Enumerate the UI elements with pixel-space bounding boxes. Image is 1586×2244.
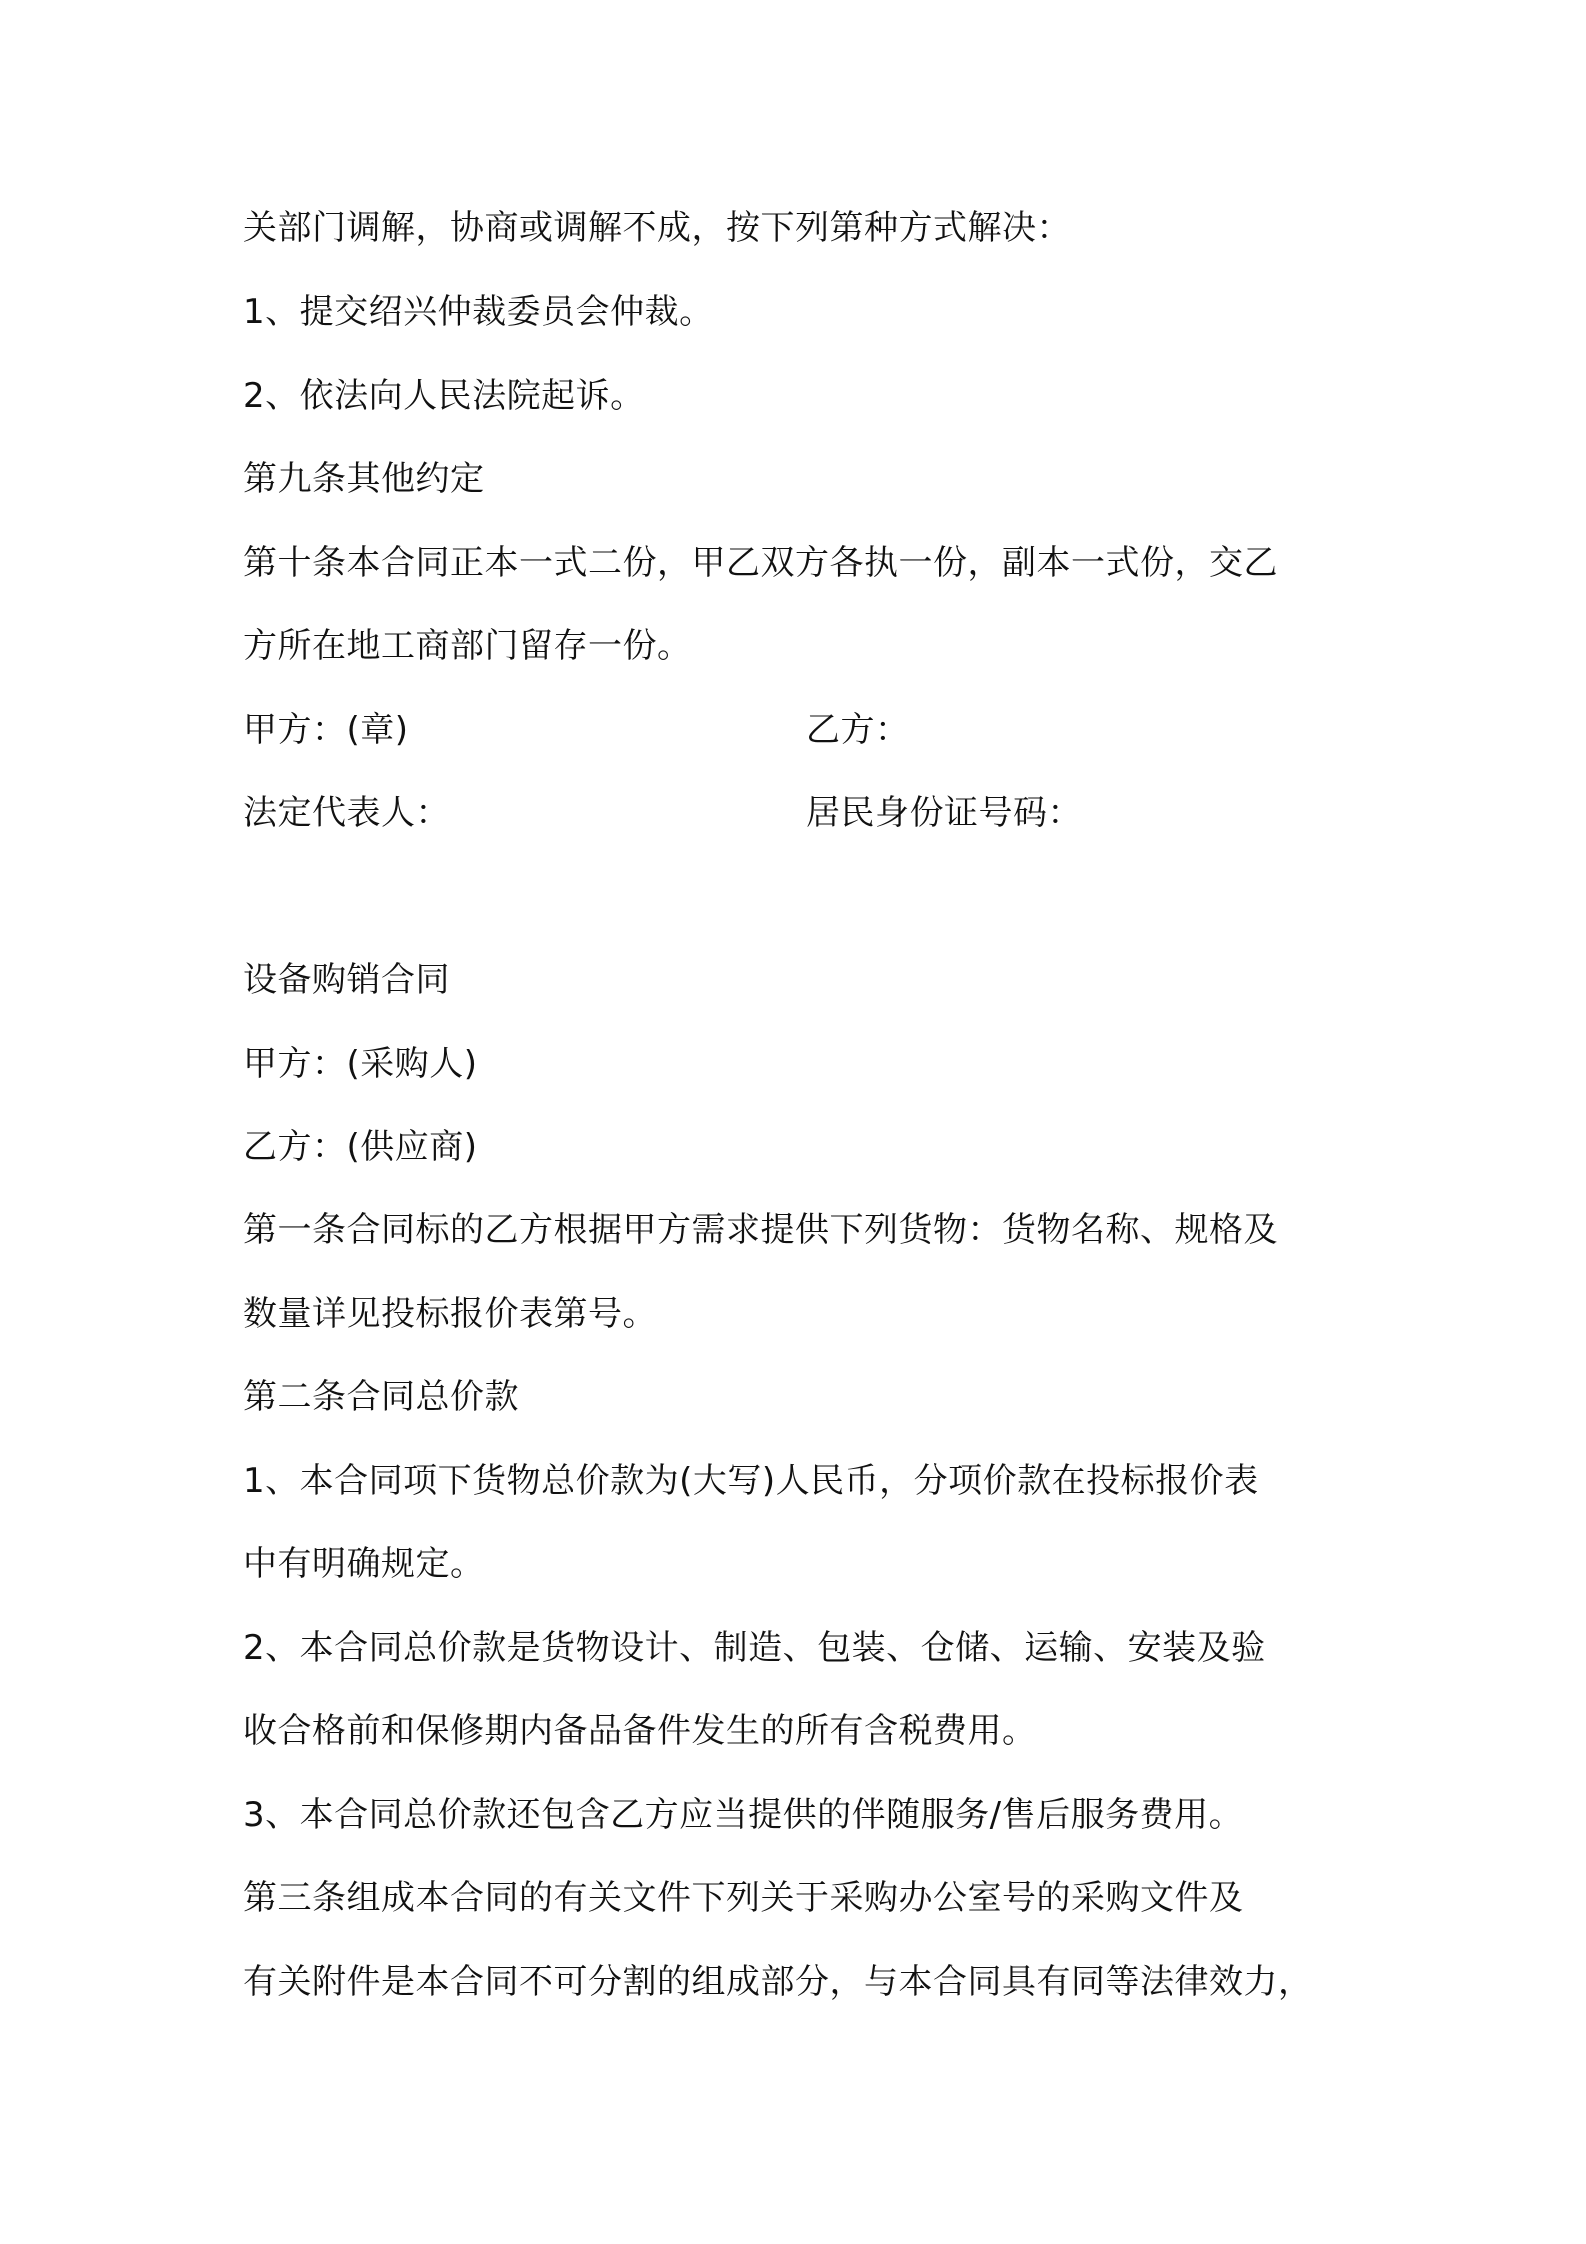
article-9-heading: 第九条其他约定 [243,459,485,499]
article-10-line-1: 第十条本合同正本一式二份，甲乙双方各执一份，副本一式份，交乙 [243,543,1278,583]
dispute-option-2: 2、依法向人民法院起诉。 [243,376,645,416]
article-1-line-2: 数量详见投标报价表第号。 [243,1294,657,1334]
article-3-line-1: 第三条组成本合同的有关文件下列关于采购办公室号的采购文件及 [243,1878,1244,1918]
article-10-line-2: 方所在地工商部门留存一份。 [243,626,692,666]
article-3-line-2: 有关附件是本合同不可分割的组成部分，与本合同具有同等法律效力， [243,1962,1313,2002]
contract-title: 设备购销合同 [243,960,450,1000]
contract-party-a: 甲方：(采购人) [243,1044,478,1084]
article-2-item-2-line-1: 2、本合同总价款是货物设计、制造、包装、仓储、运输、安装及验 [243,1628,1266,1668]
signature-party-a: 甲方：(章) [243,710,409,750]
article-2-item-3: 3、本合同总价款还包含乙方应当提供的伴随服务/售后服务费用。 [243,1795,1244,1835]
article-2-item-1-line-2: 中有明确规定。 [243,1544,485,1584]
dispute-option-1: 1、提交绍兴仲裁委员会仲裁。 [243,292,714,332]
signature-id-number: 居民身份证号码： [806,793,1082,833]
dispute-continuation-text: 关部门调解，协商或调解不成，按下列第种方式解决： [243,208,1071,248]
contract-party-b: 乙方：(供应商) [243,1127,478,1167]
article-1-line-1: 第一条合同标的乙方根据甲方需求提供下列货物：货物名称、规格及 [243,1210,1278,1250]
article-2-item-1-line-1: 1、本合同项下货物总价款为(大写)人民币，分项价款在投标报价表 [243,1461,1259,1501]
signature-party-b: 乙方： [806,710,910,750]
signature-legal-representative: 法定代表人： [243,793,450,833]
article-2-heading: 第二条合同总价款 [243,1377,519,1417]
article-2-item-2-line-2: 收合格前和保修期内备品备件发生的所有含税费用。 [243,1711,1037,1751]
